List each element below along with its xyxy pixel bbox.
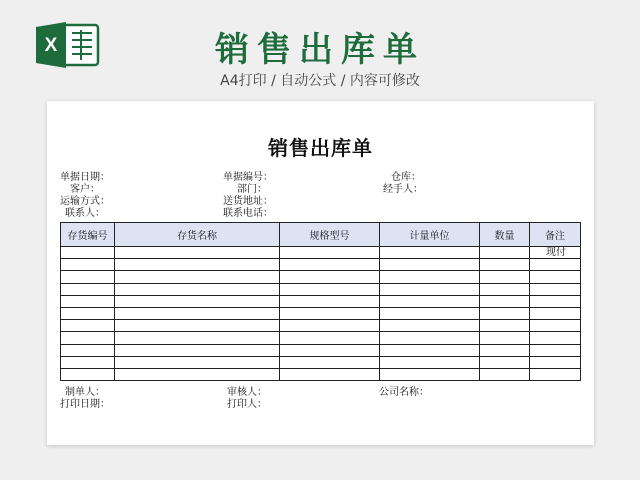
table-cell[interactable] [280,283,380,295]
table-row [61,332,581,344]
table-cell[interactable] [380,344,480,356]
table-cell[interactable] [280,295,380,307]
table-cell[interactable] [115,295,280,307]
table-cell[interactable] [61,356,115,368]
reviewer-label: 审核人： [227,387,267,398]
table-cell[interactable] [115,271,280,283]
table-cell[interactable] [61,368,115,380]
table-cell[interactable] [115,283,280,295]
table-cell[interactable] [280,332,380,344]
table-row [61,247,581,259]
table-cell[interactable] [480,344,530,356]
table-row [61,271,581,283]
table-cell[interactable] [61,332,115,344]
address-label: 送货地址： [223,196,273,207]
table-cell[interactable] [115,307,280,319]
table-cell[interactable] [530,271,581,283]
table-cell[interactable] [115,356,280,368]
handler-label: 经手人： [383,184,423,195]
table-cell[interactable] [530,344,581,356]
doc-date-label: 单据日期： [60,172,110,183]
column-header: 存货编号 [61,223,115,247]
table-row [61,320,581,332]
shipping-label: 运输方式： [60,196,110,207]
table-cell[interactable] [280,271,380,283]
table-cell[interactable] [480,295,530,307]
table-cell[interactable] [61,247,115,259]
table-cell[interactable] [480,356,530,368]
document-title: 销售出库单 [268,136,373,160]
table-cell[interactable] [380,356,480,368]
table-cell[interactable] [61,295,115,307]
column-header: 存货名称 [115,223,280,247]
excel-logo-letter: X [44,35,58,56]
table-cell[interactable] [380,320,480,332]
table-cell[interactable] [280,320,380,332]
table-cell[interactable] [380,271,480,283]
table-row [61,259,581,271]
table-cell[interactable] [480,307,530,319]
table-cell[interactable] [530,332,581,344]
table-header-row [61,223,581,247]
table-cell[interactable] [280,247,380,259]
table-cell[interactable] [530,307,581,319]
table-cell[interactable] [380,259,480,271]
table-cell[interactable]: 现付 [530,247,581,259]
table-row [61,307,581,319]
table-row [61,356,581,368]
banner-subtitle: A4打印 / 自动公式 / 内容可修改 [220,73,420,89]
department-label: 部门： [237,184,267,195]
table-row [61,368,581,380]
table-cell[interactable] [280,368,380,380]
table-cell[interactable] [280,307,380,319]
table-cell[interactable] [380,283,480,295]
column-header: 数量 [480,223,530,247]
document-sheet [47,101,594,445]
table-cell[interactable] [115,332,280,344]
table-cell[interactable] [61,271,115,283]
table-cell[interactable] [530,320,581,332]
table-cell[interactable] [380,247,480,259]
table-row [61,344,581,356]
table-cell[interactable] [61,320,115,332]
maker-label: 制单人： [65,387,105,398]
table-cell[interactable] [380,307,480,319]
company-label: 公司名称： [379,387,429,398]
table-row [61,295,581,307]
items-table [60,222,581,381]
table-cell[interactable] [115,247,280,259]
doc-number-label: 单据编号： [223,172,273,183]
table-cell[interactable] [480,271,530,283]
phone-label: 联系电话： [223,208,273,219]
table-cell[interactable] [115,259,280,271]
printer-label: 打印人： [227,399,267,410]
table-cell[interactable] [61,344,115,356]
table-cell[interactable] [530,368,581,380]
table-cell[interactable] [61,283,115,295]
table-cell[interactable] [480,368,530,380]
customer-label: 客户： [70,184,100,195]
contact-label: 联系人： [65,208,105,219]
table-cell[interactable] [480,332,530,344]
table-cell[interactable] [530,283,581,295]
table-cell[interactable] [380,368,480,380]
print-date-label: 打印日期： [60,399,110,410]
warehouse-label: 仓库： [391,172,421,183]
table-cell[interactable] [380,332,480,344]
table-cell[interactable] [480,283,530,295]
table-cell[interactable] [530,356,581,368]
table-cell[interactable] [480,259,530,271]
table-cell[interactable] [115,320,280,332]
table-cell[interactable] [280,344,380,356]
table-cell[interactable] [530,295,581,307]
column-header: 计量单位 [380,223,480,247]
table-cell[interactable] [280,356,380,368]
table-cell[interactable] [530,259,581,271]
table-cell[interactable] [480,247,530,259]
table-cell[interactable] [380,295,480,307]
table-cell[interactable] [480,320,530,332]
column-header: 规格型号 [280,223,380,247]
table-cell[interactable] [280,259,380,271]
banner-title: 销售出库单 [215,30,425,70]
table-cell[interactable] [115,368,280,380]
table-row [61,283,581,295]
table-cell[interactable] [115,344,280,356]
table-cell[interactable] [61,307,115,319]
table-cell[interactable] [61,259,115,271]
column-header: 备注 [530,223,581,247]
